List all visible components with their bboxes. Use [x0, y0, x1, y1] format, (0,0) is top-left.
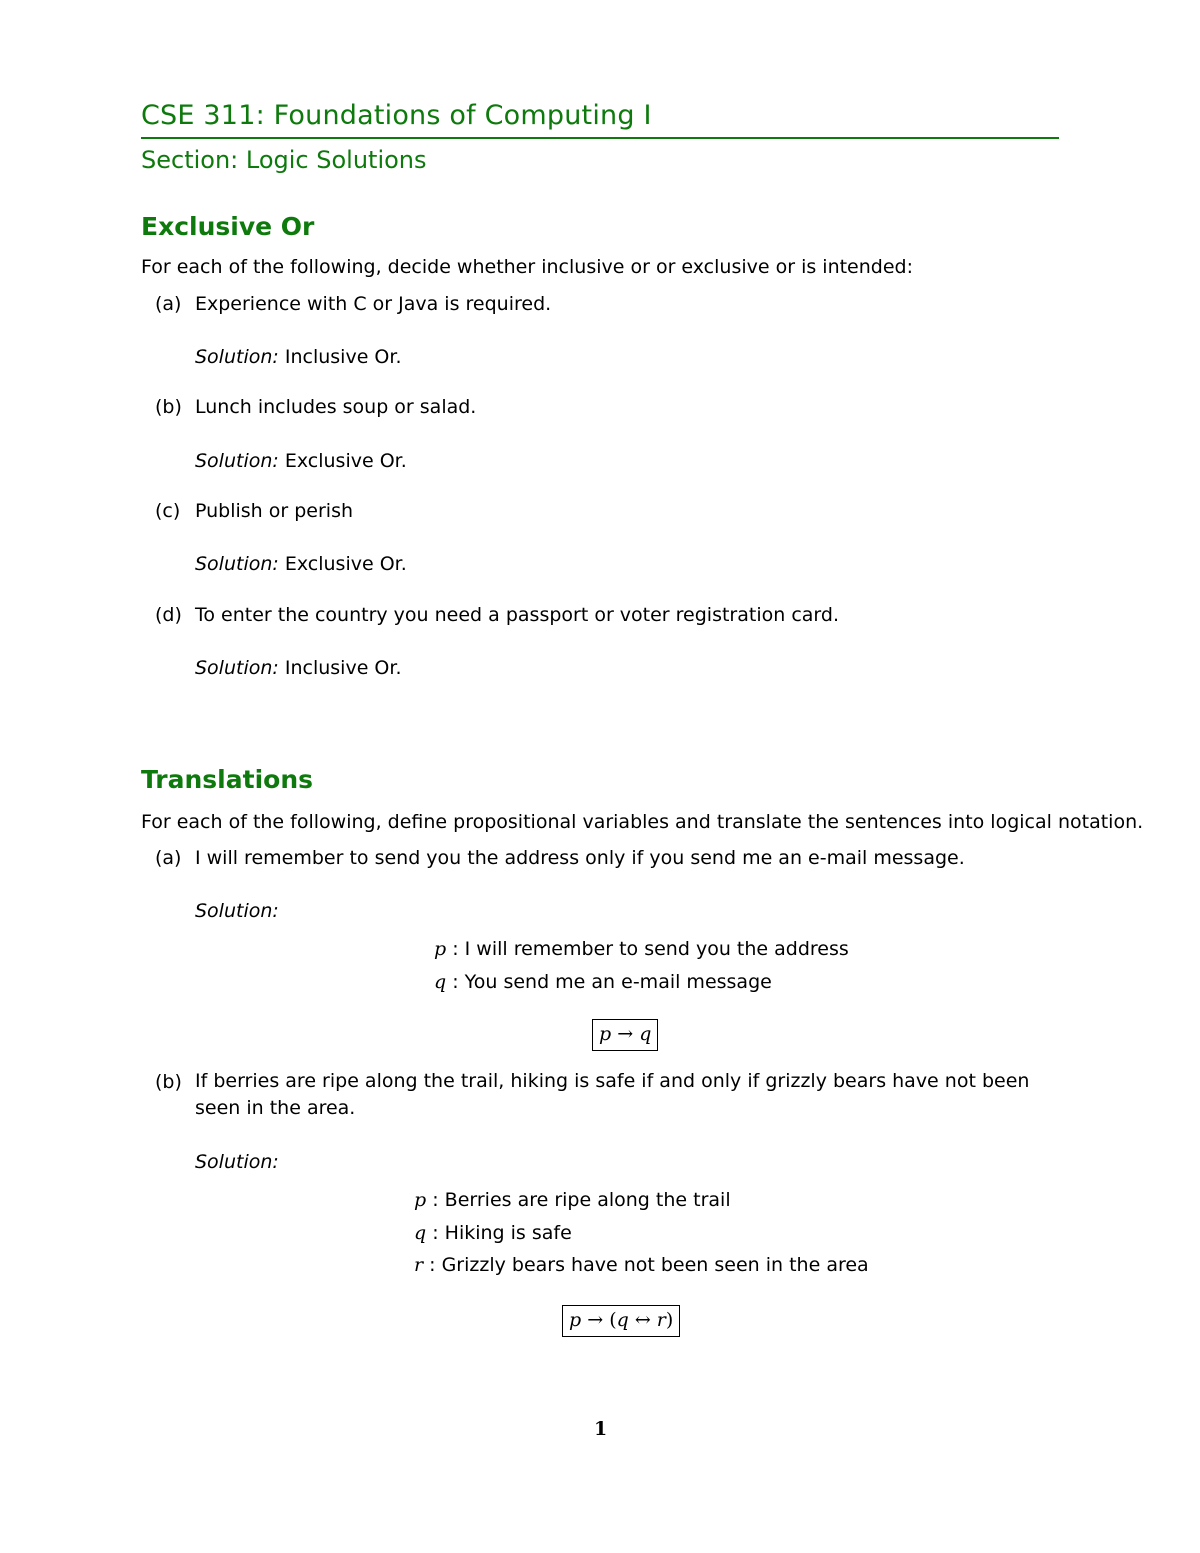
solution-text: Inclusive Or.: [284, 346, 402, 368]
page-number: 1: [594, 1418, 608, 1440]
open-paren: (: [609, 1309, 617, 1331]
formula-variable: q: [616, 1309, 629, 1331]
formula-variable: q: [639, 1023, 652, 1045]
xor-item-text-c: Publish or perish: [195, 500, 354, 522]
section-title: Section: Logic Solutions: [141, 146, 427, 174]
xor-solution-c: [195, 553, 407, 575]
variable-name: q: [414, 1222, 427, 1244]
variable-definition: r : Grizzly bears have not been seen in the area: [414, 1254, 869, 1276]
close-paren: ): [665, 1309, 674, 1331]
solution-label: Solution:: [195, 657, 279, 679]
xor-solution-b: [195, 450, 407, 472]
xor-solution-d: [195, 657, 402, 679]
boxed-formula: [592, 1019, 658, 1051]
solution-text: Exclusive Or.: [284, 553, 407, 575]
translations-intro: For each of the following, define propositional variables and translate the sentences into logical notation.: [141, 811, 1144, 833]
variable-definition: p : I will remember to send you the address: [434, 938, 849, 960]
exclusive-or-heading: Exclusive Or: [141, 212, 315, 241]
variable-name: q: [434, 971, 447, 993]
formula-variable: p: [569, 1309, 582, 1331]
formula-variable: p: [599, 1023, 612, 1045]
biconditional-symbol: ↔: [634, 1309, 651, 1331]
xor-item-text-d: To enter the country you need a passport or voter registration card.: [195, 604, 839, 626]
xor-item-label-b: (b): [155, 396, 182, 418]
translations-heading: Translations: [141, 765, 313, 794]
variable-meaning: Hiking is safe: [444, 1222, 572, 1244]
implies-symbol: →: [617, 1023, 634, 1045]
translation-solution-label-b: [195, 1151, 279, 1173]
translation-solution-label-a: [195, 900, 279, 922]
variable-meaning: Grizzly bears have not been seen in the area: [441, 1254, 869, 1276]
variable-definition: q : Hiking is safe: [414, 1222, 572, 1244]
solution-label: Solution:: [195, 346, 279, 368]
translation-item-text-b: If berries are ripe along the trail, hiking is safe if and only if grizzly bears have not been seen in the area.: [195, 1070, 1030, 1119]
xor-solution-a: [195, 346, 402, 368]
xor-item-text-b: Lunch includes soup or salad.: [195, 396, 477, 418]
boxed-formula: [562, 1305, 680, 1337]
course-title: CSE 311: Foundations of Computing I: [141, 100, 652, 131]
solution-text: Exclusive Or.: [284, 450, 407, 472]
translation-item-text-a: I will remember to send you the address only if you send me an e-mail message.: [195, 847, 965, 869]
solution-text: Inclusive Or.: [284, 657, 402, 679]
translation-item-label-a: (a): [155, 847, 182, 869]
variable-meaning: I will remember to send you the address: [464, 938, 849, 960]
formula-variable: r: [656, 1309, 666, 1331]
variable-definition: p : Berries are ripe along the trail: [414, 1189, 731, 1211]
variable-definition: q : You send me an e-mail message: [434, 971, 772, 993]
title-rule: [141, 137, 1059, 139]
variable-meaning: You send me an e-mail message: [464, 971, 772, 993]
variable-name: p: [414, 1189, 427, 1211]
xor-item-label-c: (c): [155, 500, 181, 522]
solution-label: Solution:: [195, 900, 279, 922]
xor-item-label-d: (d): [155, 604, 182, 626]
xor-item-label-a: (a): [155, 293, 182, 315]
variable-name: p: [434, 938, 447, 960]
translation-item-label-b: (b): [155, 1071, 182, 1093]
implies-symbol: →: [587, 1309, 604, 1331]
solution-label: Solution:: [195, 553, 279, 575]
xor-item-text-a: Experience with C or Java is required.: [195, 293, 552, 315]
exclusive-or-intro: For each of the following, decide whether inclusive or or exclusive or is intended:: [141, 256, 914, 278]
solution-label: Solution:: [195, 450, 279, 472]
variable-meaning: Berries are ripe along the trail: [444, 1189, 731, 1211]
variable-name: r: [414, 1254, 424, 1276]
solution-label: Solution:: [195, 1151, 279, 1173]
